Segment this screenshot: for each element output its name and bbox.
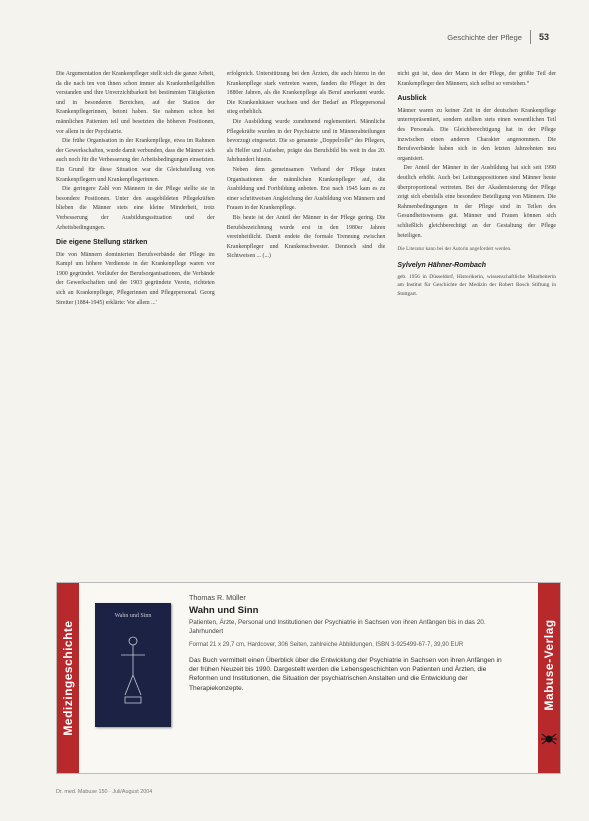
section-heading: Die eigene Stellung stärken <box>56 239 148 247</box>
author-name: Sylvelyn Hähner-Rombach <box>397 262 487 270</box>
paragraph: Die frühe Organisation in der Krankenpflege, etwa im Rahmen der Gewerkschaften, wurde damit verbunden, dass die Männer sich auch noch für die Verbesserung der Arbeitsbedingungen einsetzten. Ein Grund für diese Situation war die Gleichstellung von Krankenpflegern und Krankenpflegerinnen. <box>56 138 215 183</box>
paragraph: Der Anteil der Männer in der Ausbildung hat sich seit 1990 deutlich erhöht. Auch bei Leitungspositionen sind Männer heute überproportional vertreten. Bei der Akademisierung der Pflege zeigt sich ebenfalls eine besondere Beteiligung von Männern. Die Rahmenbedingungen in der Pflege sind in Teilen des Gesundheitswesens gut. Männer und Frauen können sich schließlich gleichberechtigt an der Gestaltung der Pflege beteiligen. <box>397 165 557 239</box>
ad-book-author: Thomas R. Müller <box>189 593 246 602</box>
author-bio: geb. 1956 in Düsseldorf, Historikerin, wissenschaftliche Mitarbeiterin am Institut für Geschichte der Medizin der Robert Bosch Stiftung in Stuttgart. <box>397 273 557 297</box>
ad-category-band <box>57 583 79 773</box>
paragraph: Die geringere Zahl von Männern in der Pflege stellte sie in besondere Positionen. Unter den ausgebildeten Pflegekräften blieben die Männer stets eine kleine Minderheit, trotz Verbesserung der Ausbildungssituation und der Arbeitsbedingungen. <box>56 186 215 231</box>
paragraph: Männer waren zu keiner Zeit in der deutschen Krankenpflege unterrepräsentiert, sondern stellten stets einen wesentlichen Teil des Personals. Die Gleichberechtigung hat in der Pflege inzwischen einen anderen Charakter angenommen. Die Berufsverbände haben sich in den letzten Jahrzehnten neu organisiert. <box>397 107 557 162</box>
paragraph: Neben dem gemeinsamen Verband der Pflege traten Organisationen der männlichen Krankenpfleger auf, die Ausbildung und Fortbildung anboten. Erst nach 1945 kam es zu einer schrittweisen Angleichung der Ausbildung von Männern und Frauen in der Krankenpflege. <box>226 166 386 212</box>
publisher-logo-icon <box>541 731 557 747</box>
header-divider <box>530 30 531 44</box>
column-1 <box>56 70 215 580</box>
paragraph: erfolgreich. Unterstützung bei den Ärzten, die auch hierzu in der Krankenpflege stark vertreten waren, fanden die Pfleger in den 1880er Jahren, als die Krankenpflege als Beruf anerkannt wurde. Die Krankenhäuser wuchsen und der Bedarf an Pflegepersonal stieg erheblich. <box>226 71 386 116</box>
ad-text <box>189 593 509 693</box>
paragraph: Die von Männern dominierten Berufsverbände der Pflege im Kampf um höhere Verdienste in der Krankenpflege waren vor 1900 gegründet. Vorläufer der Berufsorganisationen, die Verbände der Gewerkschaften und der 1903 gegründete Verein, richteten sich an Krankenpfleger, Pflegerinnen und Pflegepersonal. Georg Streiter (1884-1945) erklärte: Vor allem ...' <box>56 251 215 306</box>
running-header <box>447 30 549 44</box>
paragraph: Bis heute ist der Anteil der Männer in der Pflege gering. Die Berufsbezeichnung wurde erst in den 1980er Jahren vereinheitlicht. Damit endete die formale Trennung zwischen Krankenpfleger und Krankenschwester. Dennoch sind die Sichtweisen ... (...) <box>226 214 386 260</box>
ad-category-label: Medizingeschichte <box>61 620 75 736</box>
column-3 <box>397 70 556 580</box>
article-body <box>56 70 556 580</box>
author-block <box>397 261 556 298</box>
ad-publisher-band <box>538 583 560 773</box>
paragraph: Die Ausbildung wurde zunehmend reglementiert. Männliche Pflegekräfte wurden in der Psychiatrie und in Männerabteilungen bevorzugt eingesetzt. Die so genannte „Doppelrolle“ des Pflegers, als Helfer und Aufseher, prägte das Berufsbild bis weit in das 20. Jahrhundert hinein. <box>226 118 386 164</box>
header-section-title: Geschichte der Pflege <box>447 32 522 42</box>
ad-publisher-label: Mabuse-Verlag <box>542 619 556 711</box>
page-number: 53 <box>538 32 549 42</box>
book-cover-figure-icon <box>113 631 153 711</box>
paragraph: Die Argumentation der Krankenpfleger stellt sich die ganze Arbeit, da die nach ten von ihnen schon immer als Krankenheilgehilfen verstanden und ihre Unverzichtbarkeit bei bestimmten Tätigkeiten und in besonderen Bereichen, auf der Station der Krankenpflegerinnen, betont haben. Sie nahmen schon bei männlichen Patienten teil und besetzten die höheren Positionen, vor allem in der Psychiatrie. <box>56 71 215 135</box>
section-heading: Ausblick <box>397 95 427 103</box>
ad-book-subtitle: Patienten, Ärzte, Personal und Institutionen der Psychiatrie in Sachsen von ihren Anfängen bis in das 20. Jahrhundert <box>189 619 486 635</box>
page-footer: Dr. med. Mabuse 150 · Juli/August 2004 <box>56 789 153 795</box>
ad-book-meta: Format 21 x 29,7 cm, Hardcover, 306 Seiten, zahlreiche Abbildungen, ISBN 3-925499-67-7, 39,90 EUR <box>189 642 464 648</box>
paragraph: nicht gut ist, dass der Mann in der Pflege, der größte Teil der Krankenpfleger den Männern, sich selbst so verstehen.“ <box>397 71 557 87</box>
book-cover-title: Wahn und Sinn <box>114 613 152 619</box>
ad-book-title: Wahn und Sinn <box>189 605 259 616</box>
book-cover[interactable] <box>95 603 171 727</box>
book-advertisement[interactable] <box>56 582 561 774</box>
ad-book-description: Das Buch vermittelt einen Überblick über die Entwicklung der Psychiatrie in Sachsen von ihren Anfängen in der frühen Neuzeit bis 1990. Dargestellt werden die Lebensgeschichten von Patienten und Ärzten, die Reformen und Institutionen, die Situation der psychiatrischen Anstalten und die Entwicklung der Therapiekonzepte. <box>189 656 502 692</box>
literature-note: Die Literatur kann bei der Autorin angefordert werden. <box>397 246 512 253</box>
column-2 <box>227 70 386 580</box>
